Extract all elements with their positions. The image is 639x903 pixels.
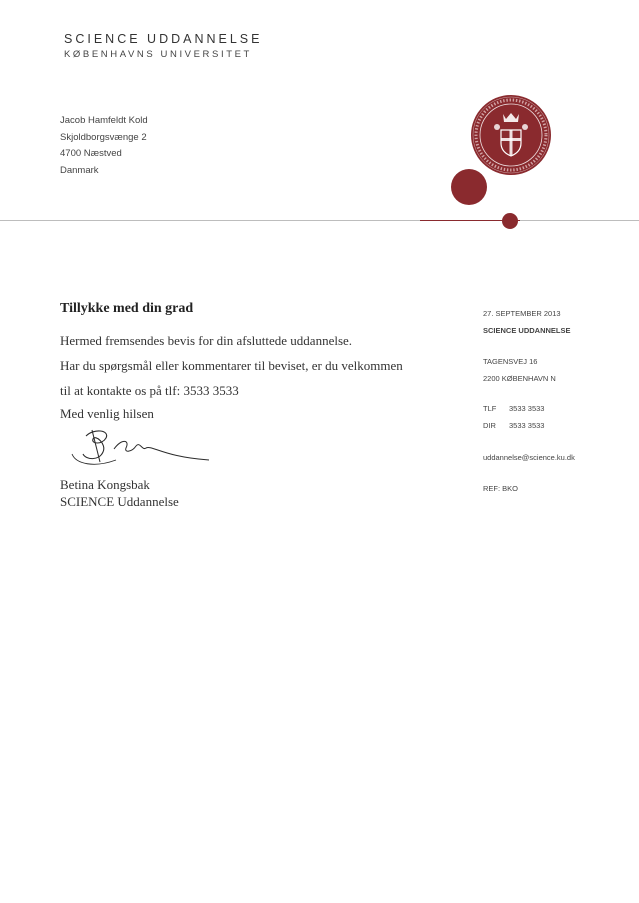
recipient-city: 4700 Næstved <box>60 148 122 159</box>
phone-label: TLF <box>483 404 497 413</box>
handwritten-signature <box>64 424 214 474</box>
sidebar-phone <box>483 404 544 413</box>
body-line-3: til at kontakte os på tlf: 3533 3533 <box>60 383 239 398</box>
direct-label: DIR <box>483 421 496 430</box>
body-line-1: Hermed fremsendes bevis for din afsluttede uddannelse. <box>60 333 353 348</box>
sidebar-unit: SCIENCE UDDANNELSE <box>483 326 571 335</box>
accent-dot-large <box>451 169 487 205</box>
letter-date: 27. SEPTEMBER 2013 <box>483 309 561 318</box>
sidebar-email: uddannelse@science.ku.dk <box>483 453 575 462</box>
institution-title: SCIENCE UDDANNELSE <box>64 32 263 46</box>
recipient-address <box>60 113 148 179</box>
institution-subtitle: KØBENHAVNS UNIVERSITET <box>64 49 252 60</box>
recipient-country: Danmark <box>60 164 99 176</box>
direct-value: 3533 3533 <box>509 421 545 430</box>
recipient-street: Skjoldborgsvænge 2 <box>60 131 147 143</box>
letter-heading: Tillykke med din grad <box>60 301 194 316</box>
closing-greeting: Med venlig hilsen <box>60 406 154 421</box>
body-line-2: Har du spørgsmål eller kommentarer til beviset, er du velkommen <box>60 358 403 373</box>
accent-dot-small <box>502 213 518 229</box>
sidebar-city: 2200 KØBENHAVN N <box>483 374 556 383</box>
header-divider <box>0 220 639 221</box>
sidebar-direct <box>483 421 544 430</box>
letter-body <box>60 330 403 405</box>
sender-name: Betina Kongsbak <box>60 477 150 492</box>
sender-unit: SCIENCE Uddannelse <box>60 494 179 509</box>
sender-block <box>60 476 179 510</box>
university-seal-icon <box>470 94 552 176</box>
sidebar-street: TAGENSVEJ 16 <box>483 357 538 366</box>
sidebar-reference: REF: BKO <box>483 484 519 493</box>
recipient-name: Jacob Hamfeldt Kold <box>60 115 148 126</box>
phone-value: 3533 3533 <box>509 404 545 413</box>
